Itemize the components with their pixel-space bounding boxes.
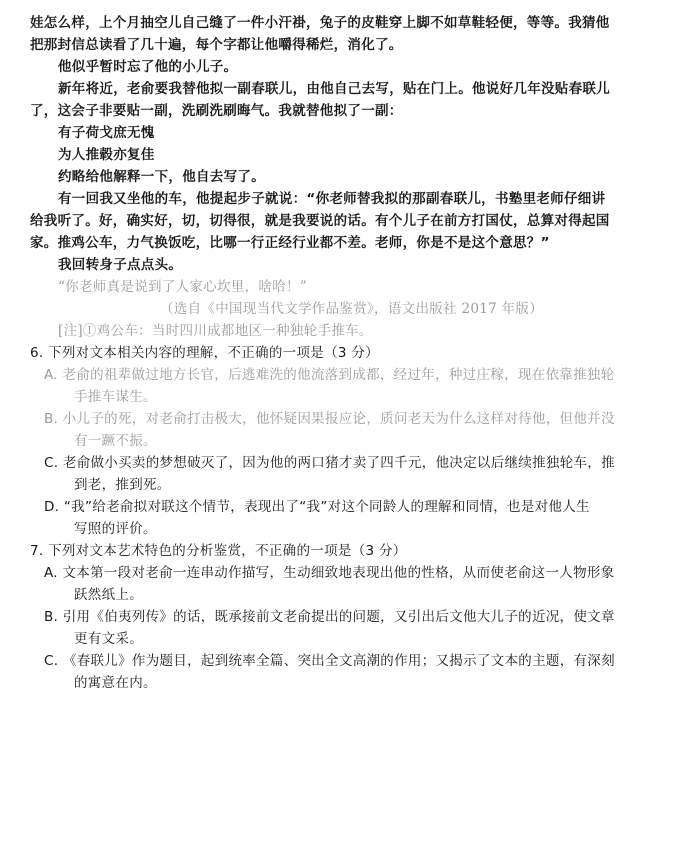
q7-option-a: A. 文本第一段对老俞一连串动作描写，生动细致地表现出他的性格，从而使老俞这一人物形象 [44,565,615,581]
passage-line: 有一回我又坐他的车，他提起步子就说：“你老师替我拟的那副春联儿，书塾里老师仔细讲 [58,191,606,207]
couplet-line-1: 有子荷戈庶无愧 [58,125,155,141]
q6-option-a: A. 老俞的祖辈做过地方长官，后逃难洗的他流落到成都，经过年，种过庄稼，现在依靠推独轮 [44,367,615,383]
couplet-line-2: 为人推毂亦复佳 [58,147,155,163]
footnote: [注]①鸡公车：当时四川成都地区一种独轮手推车。 [58,323,373,339]
q6-option-d: D. “我”给老俞拟对联这个情节，表现出了“我”对这个同龄人的理解和同情，也是对他人生 [44,499,590,515]
q7-option-b-cont: 更有文采。 [74,631,143,647]
q6-option-a-cont: 手推车谋生。 [74,389,157,405]
q7-option-b: B. 引用《伯夷列传》的话，既承接前文老俞提出的问题，又引出后文他大儿子的近况，使文章 [44,609,615,625]
passage-line: 家。推鸡公车，力气换饭吃，比哪一行正经行业都不差。老师，你是不是这个意思？” [30,235,550,251]
passage-line: 娃怎么样，上个月抽空儿自己缝了一件小汗褂，兔子的皮鞋穿上脚不如草鞋轻便，等等。我猜他 [30,15,610,31]
q7-option-c-cont: 的寓意在内。 [74,675,157,691]
passage-line: 给我听了。好，确实好，切，切得很，就是我要说的话。有个儿子在前方打国仗，总算对得起国 [30,213,610,229]
passage-line: 了，这会子非要贴一副，洗刷洗刷晦气。我就替他拟了一副： [30,103,403,119]
q6-option-c: C. 老俞做小买卖的梦想破灭了，因为他的两口猪才卖了四千元，他决定以后继续推独轮车，推 [44,455,615,471]
q6-option-c-cont: 到老，推到死。 [74,477,171,493]
passage-line: 新年将近，老俞要我替他拟一副春联儿，由他自己去写，贴在门上。他说好几年没贴春联儿 [58,81,610,97]
q6-option-d-cont: 写照的评价。 [74,521,157,537]
passage-line: 我回转身子点点头。 [58,257,183,273]
question-6-stem: 6. 下列对文本相关内容的理解，不正确的一项是（3 分） [30,345,379,361]
passage-line: 他似乎暂时忘了他的小儿子。 [58,59,238,75]
q6-option-b-cont: 有一蹶不振。 [74,433,157,449]
q6-option-b: B. 小儿子的死，对老俞打击极大，他怀疑因果报应论，质问老天为什么这样对待他，但他并没 [44,411,615,427]
passage-line: 约略给他解释一下，他自去写了。 [58,169,265,185]
passage-line: 把那封信总读看了几十遍，每个字都让他嚼得稀烂，消化了。 [30,37,403,53]
source-citation: （选自《中国现当代文学作品鉴赏》，语文出版社 2017 年版） [160,301,543,317]
q7-option-a-cont: 跃然纸上。 [74,587,143,603]
passage-line: “你老师真是说到了人家心坎里，啥哈！” [58,279,308,295]
question-7-stem: 7. 下列对文本艺术特色的分析鉴赏，不正确的一项是（3 分） [30,543,407,559]
q7-option-c: C. 《春联儿》作为题目，起到统率全篇、突出全文高潮的作用；又揭示了文本的主题，有深刻 [44,653,615,669]
